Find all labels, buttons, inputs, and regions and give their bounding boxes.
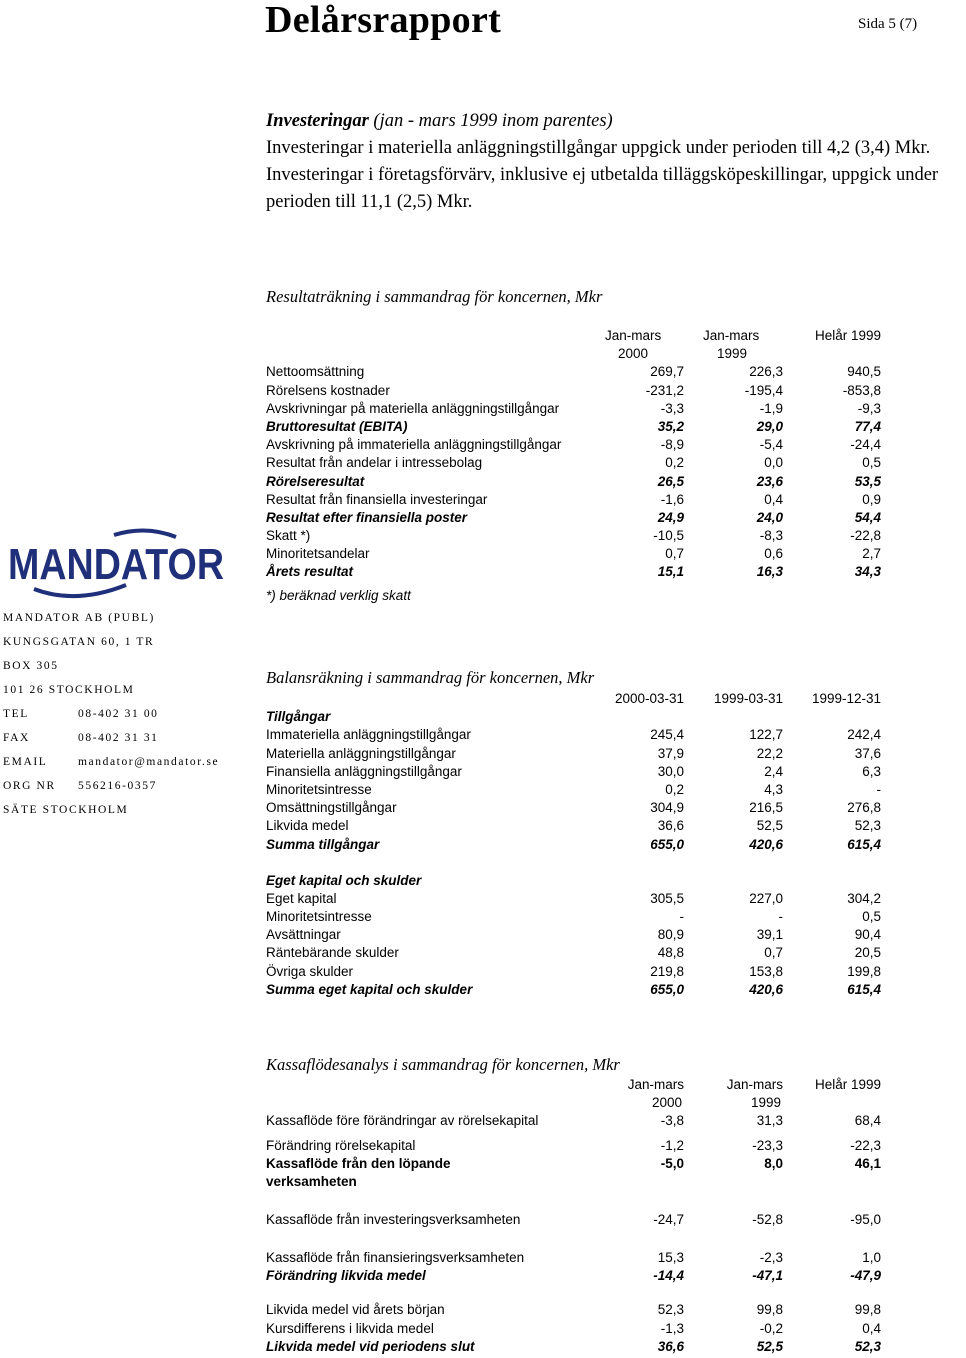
company-org [3, 780, 157, 792]
row-value-1: 305,5 [650, 890, 684, 906]
row-value-3: -22,3 [850, 1137, 881, 1153]
row-value-2: -23,3 [752, 1137, 783, 1153]
table-row [266, 1211, 886, 1229]
row-value-3: 0,5 [862, 455, 881, 471]
row-value-2: 31,3 [756, 1113, 783, 1129]
mandator-logo [6, 527, 228, 607]
row-label-line-1: Kassaflöde från den löpande [266, 1155, 451, 1171]
row-value-3: 6,3 [862, 763, 881, 779]
row-value-1: 245,4 [650, 727, 684, 743]
income-header-top [266, 327, 886, 345]
row-label: Finansiella anläggningstillgångar [266, 763, 462, 779]
row-value-2: 4,3 [764, 781, 783, 797]
row-value-1: 304,9 [650, 800, 684, 816]
row-value-1: -14,4 [653, 1268, 684, 1284]
row-value-1: -3,3 [660, 400, 684, 416]
row-value-1: 15,3 [657, 1249, 684, 1265]
income-table [266, 327, 886, 605]
cashflow-header-bottom [266, 1094, 886, 1112]
row-value-1: -1,2 [660, 1137, 684, 1153]
row-value-3: -22,8 [850, 528, 881, 544]
row-value-2: -47,1 [752, 1268, 783, 1284]
table-row [266, 436, 886, 454]
row-label: Skatt *) [266, 528, 311, 544]
fax-value: 08-402 31 31 [78, 732, 159, 744]
income-col1-year: 2000 [618, 346, 649, 362]
table-row [266, 781, 886, 799]
row-label: Övriga skulder [266, 963, 354, 979]
row-value-1: -231,2 [645, 382, 684, 398]
cf-col3-head: Helår 1999 [814, 1077, 881, 1092]
table-row [266, 509, 886, 527]
row-value-1: -8,9 [660, 437, 684, 453]
row-value-3: 46,1 [854, 1155, 881, 1171]
row-value-1: - [679, 909, 684, 925]
row-value-2: -0,2 [759, 1320, 783, 1336]
row-value-2: 226,3 [749, 364, 783, 380]
liab-total-row [266, 981, 886, 999]
row-value-2: 420,6 [749, 981, 783, 997]
row-label: Avskrivning på immateriella anläggningstillgångar [266, 437, 562, 453]
row-value-1: 52,3 [657, 1302, 684, 1318]
row-value-3: -24,4 [850, 437, 881, 453]
row-value-1: 269,7 [650, 364, 684, 380]
row-value-2: 122,7 [749, 727, 783, 743]
row-value-1: 26,5 [657, 473, 684, 489]
row-value-2: 0,7 [764, 945, 783, 961]
row-label: Materiella anläggningstillgångar [266, 745, 456, 761]
table-row [266, 491, 886, 509]
logo-wordmark: MANDATOR [8, 540, 224, 589]
row-label: Minoritetsintresse [266, 781, 372, 797]
row-value-1: 37,9 [657, 745, 684, 761]
cf-col1-head: Jan-mars [627, 1077, 684, 1092]
assets-total-row [266, 836, 886, 854]
income-rows [266, 363, 886, 581]
row-value-1: -3,8 [660, 1113, 684, 1129]
row-value-2: 39,1 [756, 927, 783, 943]
investments-section [266, 108, 966, 216]
report-title: Delårsrapport [265, 0, 502, 41]
cf-col2-head: Jan-mars [726, 1077, 783, 1092]
row-value-2: 23,6 [756, 473, 783, 489]
row-label: Likvida medel [266, 818, 349, 834]
income-col2-year: 1999 [717, 346, 748, 362]
company-box: BOX 305 [3, 660, 59, 672]
org-value: 556216-0357 [78, 780, 157, 792]
row-value-3: 20,5 [854, 945, 881, 961]
row-label: Rörelsens kostnader [266, 382, 390, 398]
table-row [266, 1249, 886, 1267]
row-value-1: 0,7 [665, 546, 684, 562]
row-value-1: 30,0 [657, 763, 684, 779]
income-col3-head: Helår 1999 [814, 328, 881, 343]
balance-col2-head: 1999-03-31 [713, 691, 783, 706]
row-value-1: 0,2 [665, 455, 684, 471]
table-row [266, 363, 886, 381]
row-value-1: 24,9 [657, 509, 684, 525]
row-value-3: 54,4 [854, 509, 881, 525]
row-value-3: -9,3 [857, 400, 881, 416]
row-value-2: 227,0 [749, 890, 783, 906]
row-label: Räntebärande skulder [266, 945, 399, 961]
row-value-3: 77,4 [854, 418, 881, 434]
company-email [3, 756, 220, 768]
row-value-1: -5,0 [660, 1155, 684, 1171]
row-value-2: 420,6 [749, 836, 783, 852]
row-value-1: 0,2 [665, 781, 684, 797]
row-value-3: 615,4 [847, 981, 881, 997]
row-value-1: 15,1 [657, 564, 684, 580]
tel-value: 08-402 31 00 [78, 708, 159, 720]
row-label: Minoritetsintresse [266, 909, 372, 925]
row-label: Summa eget kapital och skulder [266, 981, 473, 997]
table-row [266, 527, 886, 545]
row-label-line-2: verksamheten [266, 1173, 357, 1189]
row-value-3: -47,9 [850, 1268, 881, 1284]
cashflow-rows [266, 1112, 886, 1356]
company-street: KUNGSGATAN 60, 1 TR [3, 636, 155, 648]
row-value-3: 1,0 [862, 1249, 881, 1265]
row-value-2: 22,2 [756, 745, 783, 761]
row-value-2: 24,0 [756, 509, 783, 525]
table-row [266, 454, 886, 472]
income-header-bottom [266, 345, 886, 363]
cashflow-title: Kassaflödesanalys i sammandrag för koncernen, Mkr [266, 1055, 620, 1074]
table-row [266, 926, 886, 944]
row-label: Årets resultat [266, 564, 354, 580]
row-value-1: -1,3 [660, 1320, 684, 1336]
table-row [266, 745, 886, 763]
row-value-2: -8,3 [759, 528, 783, 544]
row-value-3: 68,4 [854, 1113, 881, 1129]
row-value-2: 52,5 [756, 818, 783, 834]
row-label: Resultat från andelar i intressebolag [266, 455, 483, 471]
row-value-2: 0,6 [764, 546, 783, 562]
row-value-3: 199,8 [847, 963, 881, 979]
table-row [266, 944, 886, 962]
row-value-1: 655,0 [650, 981, 684, 997]
row-value-2: 216,5 [749, 800, 783, 816]
row-label: Förändring rörelsekapital [266, 1137, 416, 1153]
assets-heading [266, 708, 886, 726]
row-value-3: 615,4 [847, 836, 881, 852]
table-row [266, 763, 886, 781]
row-label [266, 1155, 451, 1191]
table-row [266, 563, 886, 581]
table-row [266, 1137, 886, 1155]
investments-line-1: Investeringar i materiella anläggningstillgångar uppgick under perioden till 4,2 (3,4) Mkr. [266, 138, 931, 158]
investments-heading-rest: (jan - mars 1999 inom parentes) [368, 111, 613, 131]
row-value-3: -95,0 [850, 1211, 881, 1227]
row-value-3: 99,8 [854, 1302, 881, 1318]
row-label: Likvida medel vid periodens slut [266, 1338, 475, 1354]
row-label: Eget kapital [266, 890, 337, 906]
row-value-1: 655,0 [650, 836, 684, 852]
company-tel [3, 708, 159, 720]
income-footnote [266, 587, 886, 605]
row-value-3: 53,5 [854, 473, 881, 489]
table-row [266, 418, 886, 436]
row-label: Resultat efter finansiella poster [266, 509, 468, 525]
table-row [266, 963, 886, 981]
row-value-1: 36,6 [657, 1338, 684, 1354]
table-row [266, 1155, 886, 1191]
row-label: Likvida medel vid årets början [266, 1302, 445, 1318]
row-value-2: -1,9 [759, 400, 783, 416]
row-label: Avskrivningar på materiella anläggningstillgångar [266, 400, 560, 416]
table-row [266, 545, 886, 563]
row-value-2: -2,3 [759, 1249, 783, 1265]
income-footnote-text: *) beräknad verklig skatt [266, 587, 411, 603]
row-label: Immateriella anläggningstillgångar [266, 727, 471, 743]
email-value[interactable]: mandator@mandator.se [78, 756, 220, 768]
row-value-2: 0,0 [764, 455, 783, 471]
cf-col2-year: 1999 [751, 1095, 782, 1111]
row-value-3: 242,4 [847, 727, 881, 743]
row-value-2: -52,8 [752, 1211, 783, 1227]
row-value-1: 219,8 [650, 963, 684, 979]
row-value-2: 16,3 [756, 564, 783, 580]
row-value-3: 34,3 [854, 564, 881, 580]
email-label: EMAIL [3, 756, 48, 768]
row-value-1: -24,7 [653, 1211, 684, 1227]
row-value-2: -5,4 [759, 437, 783, 453]
income-col2-head: Jan-mars [703, 328, 760, 343]
row-label: Förändring likvida medel [266, 1268, 426, 1284]
row-value-3: - [876, 781, 881, 797]
row-value-3: 0,5 [862, 909, 881, 925]
liab-rows [266, 890, 886, 981]
assets-rows [266, 726, 886, 835]
row-value-3: 940,5 [847, 364, 881, 380]
cashflow-table [266, 1076, 886, 1356]
row-value-1: 36,6 [657, 818, 684, 834]
row-value-1: -1,6 [660, 491, 684, 507]
row-value-2: 99,8 [756, 1302, 783, 1318]
row-label: Rörelseresultat [266, 473, 365, 489]
row-value-1: 80,9 [657, 927, 684, 943]
row-value-3: 37,6 [854, 745, 881, 761]
row-value-1: 35,2 [657, 418, 684, 434]
row-value-3: 304,2 [847, 890, 881, 906]
company-city: 101 26 STOCKHOLM [3, 684, 135, 696]
org-label: ORG NR [3, 780, 56, 792]
balance-col1-head: 2000-03-31 [614, 691, 684, 706]
row-label: Nettoomsättning [266, 364, 365, 380]
row-value-2: 29,0 [756, 418, 783, 434]
row-label: Kassaflöde från finansieringsverksamheten [266, 1249, 525, 1265]
company-seat: SÄTE STOCKHOLM [3, 804, 129, 816]
row-value-2: 0,4 [764, 491, 783, 507]
row-value-3: 90,4 [854, 927, 881, 943]
row-label: Omsättningstillgångar [266, 800, 397, 816]
row-label: Avsättningar [266, 927, 341, 943]
table-row [266, 382, 886, 400]
table-row [266, 400, 886, 418]
table-row [266, 799, 886, 817]
assets-heading-label: Tillgångar [266, 709, 331, 725]
balance-header [266, 690, 886, 708]
row-label: Resultat från finansiella investeringar [266, 491, 488, 507]
row-value-3: -853,8 [842, 382, 881, 398]
table-row [266, 1301, 886, 1319]
table-row [266, 1338, 886, 1356]
row-value-3: 0,4 [862, 1320, 881, 1336]
row-value-2: 8,0 [764, 1155, 783, 1171]
cashflow-header-top [266, 1076, 886, 1094]
row-label: Kursdifferens i likvida medel [266, 1320, 434, 1336]
row-value-2: -195,4 [744, 382, 783, 398]
liab-heading [266, 872, 886, 890]
table-row [266, 1112, 886, 1130]
tel-label: TEL [3, 708, 29, 720]
row-value-2: 2,4 [764, 763, 783, 779]
investments-line-2: Investeringar i företagsförvärv, inklusive ej utbetalda tilläggsköpeskillingar, uppgick under [266, 165, 939, 185]
logo-arc-icon [114, 530, 176, 537]
balance-col3-head: 1999-12-31 [811, 691, 881, 706]
row-label: Kassaflöde från investeringsverksamheten [266, 1211, 521, 1227]
table-row [266, 726, 886, 744]
company-name: MANDATOR AB (PUBL) [3, 612, 155, 624]
investments-heading [266, 108, 966, 135]
row-value-3: 0,9 [862, 491, 881, 507]
table-row [266, 908, 886, 926]
table-row [266, 817, 886, 835]
investments-heading-bold: Investeringar [266, 111, 369, 131]
row-value-3: 2,7 [862, 546, 881, 562]
row-value-3: 52,3 [854, 1338, 881, 1354]
balance-table [266, 690, 886, 999]
row-value-2: 52,5 [756, 1338, 783, 1354]
income-col1-head: Jan-mars [605, 328, 662, 343]
table-row [266, 1267, 886, 1285]
balance-title: Balansräkning i sammandrag för koncernen, Mkr [266, 668, 595, 687]
row-value-1: -10,5 [653, 528, 684, 544]
row-value-2: 153,8 [749, 963, 783, 979]
page-number: Sida 5 (7) [858, 16, 918, 32]
liab-heading-label: Eget kapital och skulder [266, 872, 422, 888]
table-row [266, 890, 886, 908]
row-value-3: 276,8 [847, 800, 881, 816]
row-label: Summa tillgångar [266, 836, 380, 852]
row-label: Bruttoresultat (EBITA) [266, 418, 408, 434]
row-value-3: 52,3 [854, 818, 881, 834]
row-label: Kassaflöde före förändringar av rörelsekapital [266, 1113, 539, 1129]
company-fax [3, 732, 159, 744]
row-value-1: 48,8 [657, 945, 684, 961]
fax-label: FAX [3, 732, 30, 744]
income-title: Resultaträkning i sammandrag för koncernen, Mkr [266, 287, 603, 306]
investments-line-3: perioden till 11,1 (2,5) Mkr. [266, 192, 473, 212]
table-row [266, 473, 886, 491]
cf-col1-year: 2000 [652, 1095, 683, 1111]
row-value-2: - [778, 909, 783, 925]
row-label: Minoritetsandelar [266, 546, 370, 562]
table-row [266, 1320, 886, 1338]
